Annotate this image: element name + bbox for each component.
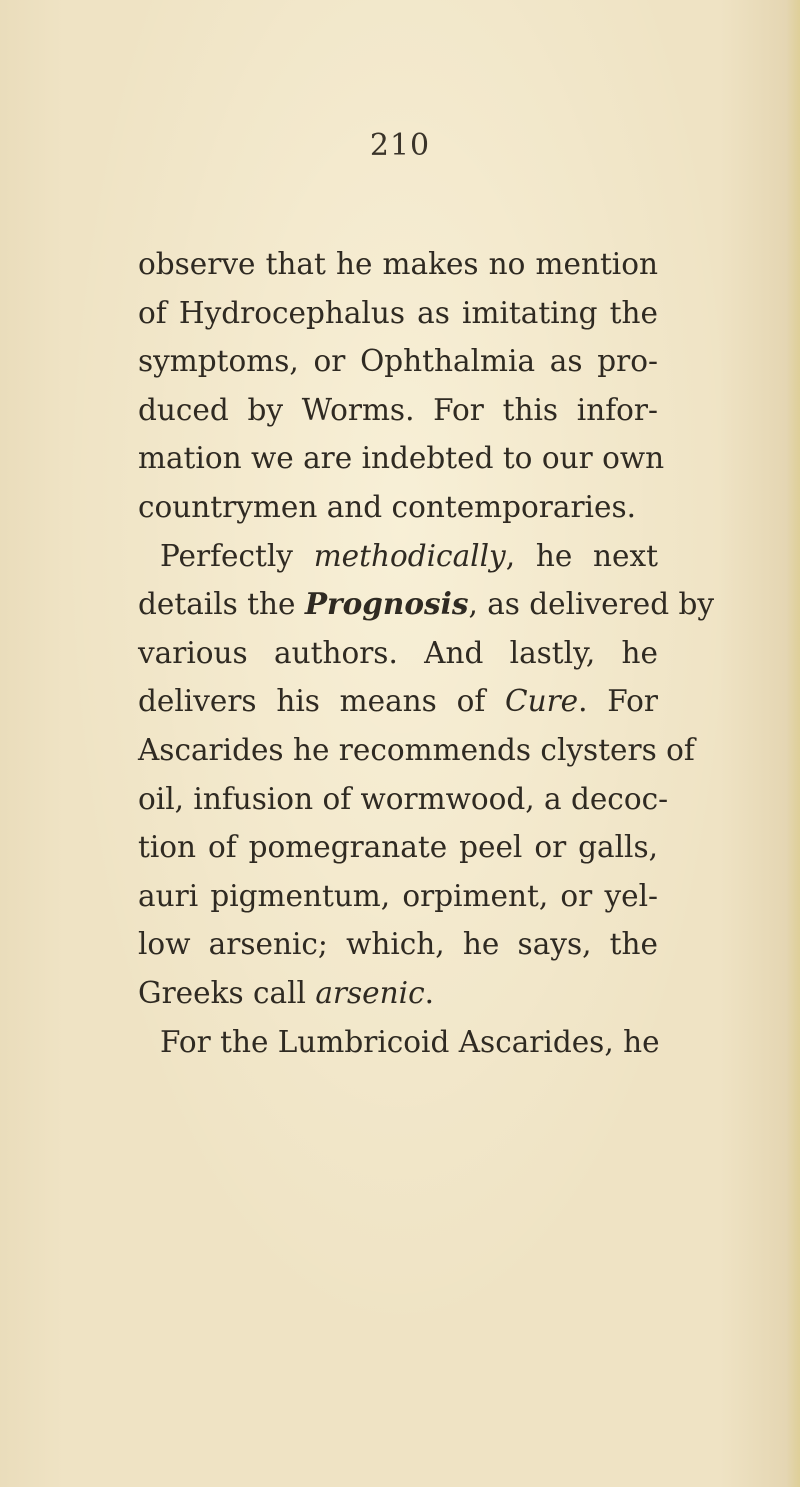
- emphasis-arsenic: arsenic: [315, 975, 425, 1010]
- text-line-10-a: delivers his means of: [138, 684, 505, 719]
- text-line-11: Ascarides he recommends clysters of: [138, 732, 695, 767]
- emphasis-prognosis: Prognosis: [304, 586, 469, 622]
- text-line-7-b: , he next: [505, 538, 658, 573]
- text-line-10: [138, 677, 658, 726]
- text-line-4: duced by Worms. For this infor-: [138, 392, 658, 427]
- text-line-12: oil, infusion of wormwood, a decoc-: [138, 781, 669, 816]
- text-line-9: various authors. And lastly, he: [138, 635, 658, 670]
- text-line-8: [138, 580, 715, 629]
- text-line-3: symptoms, or Ophthalmia as pro-: [138, 344, 658, 379]
- text-line-10-b: . For: [578, 684, 658, 719]
- text-line-17: For the Lumbricoid Ascarides, he: [160, 1024, 660, 1059]
- page-edge-shading: [786, 0, 800, 1487]
- text-line-7: [138, 532, 658, 581]
- text-line-15: low arsenic; which, he says, the: [138, 927, 658, 962]
- text-line-8-b: , as delivered by: [468, 587, 715, 622]
- text-line-6: countrymen and contemporaries.: [138, 489, 636, 524]
- text-line-16: [138, 969, 658, 1018]
- text-line-5: mation we are indebted to our own: [138, 441, 665, 476]
- text-line-16-a: Greeks call: [138, 975, 316, 1010]
- text-line-16-b: .: [424, 975, 434, 1010]
- text-line-14: auri pigmentum, orpiment, or yel-: [138, 878, 658, 913]
- emphasis-methodically: methodically: [313, 538, 506, 573]
- text-line-1: observe that he makes no mention: [138, 247, 658, 281]
- emphasis-cure: Cure: [505, 684, 579, 719]
- text-line-2: of Hydrocephalus as imitating the: [138, 295, 658, 330]
- text-line-13: tion of pomegranate peel or galls,: [138, 830, 658, 865]
- page-number: 210: [369, 128, 431, 163]
- body-text: [138, 240, 715, 1066]
- text-line-8-a: details the: [138, 587, 305, 622]
- text-line-7-a: Perfectly: [160, 538, 314, 573]
